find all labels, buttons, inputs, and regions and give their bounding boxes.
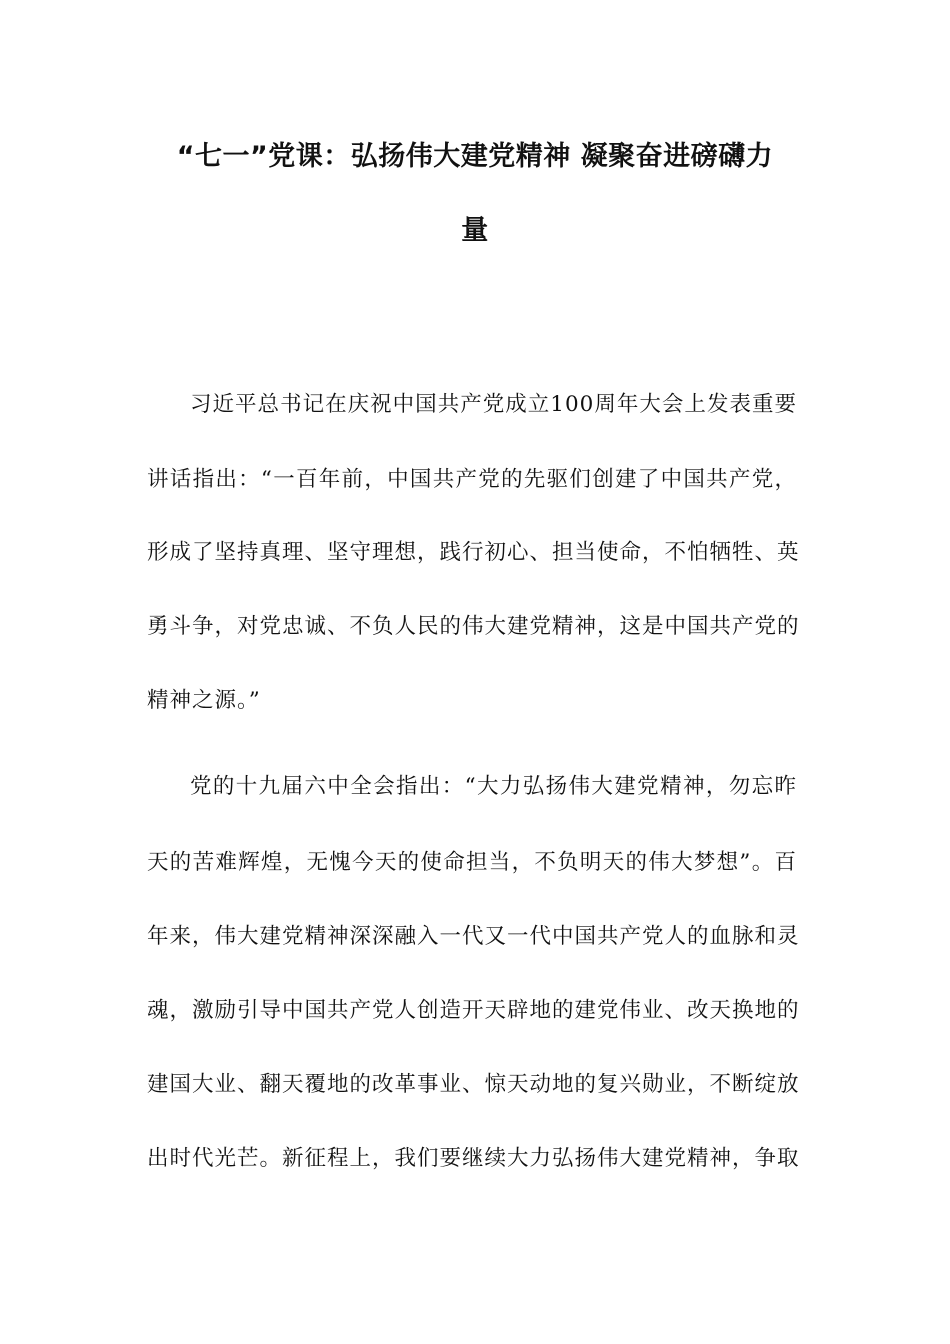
- document-title-line-1: “七一”党课：弘扬伟大建党精神 凝聚奋进磅礴力: [176, 141, 774, 172]
- paragraph-2-line-4: 魂，激励引导中国共产党人创造开天辟地的建党伟业、改天换地的: [147, 998, 800, 1023]
- paragraph-1-line-2: 讲话指出：“一百年前，中国共产党的先驱们创建了中国共产党，: [147, 467, 797, 492]
- paragraph-2-line-2: 天的苦难辉煌，无愧今天的使命担当，不负明天的伟大梦想”。百: [147, 850, 797, 875]
- paragraph-1-line-4: 勇斗争，对党忠诚、不负人民的伟大建党精神，这是中国共产党的: [147, 614, 800, 639]
- paragraph-1-line-1: 习近平总书记在庆祝中国共产党成立100周年大会上发表重要: [190, 392, 797, 417]
- paragraph-2-line-6: 出时代光芒。新征程上，我们要继续大力弘扬伟大建党精神，争取: [147, 1146, 800, 1171]
- paragraph-1-line-5: 精神之源。”: [147, 688, 261, 713]
- paragraph-2-line-1: 党的十九届六中全会指出：“大力弘扬伟大建党精神，勿忘昨: [190, 774, 797, 799]
- document-title-line-2: 量: [461, 215, 489, 246]
- paragraph-2-line-3: 年来，伟大建党精神深深融入一代又一代中国共产党人的血脉和灵: [147, 924, 800, 949]
- paragraph-1-line-3: 形成了坚持真理、坚守理想，践行初心、担当使命，不怕牺牲、英: [147, 540, 800, 565]
- paragraph-2-line-5: 建国大业、翻天覆地的改革事业、惊天动地的复兴勋业，不断绽放: [147, 1072, 800, 1097]
